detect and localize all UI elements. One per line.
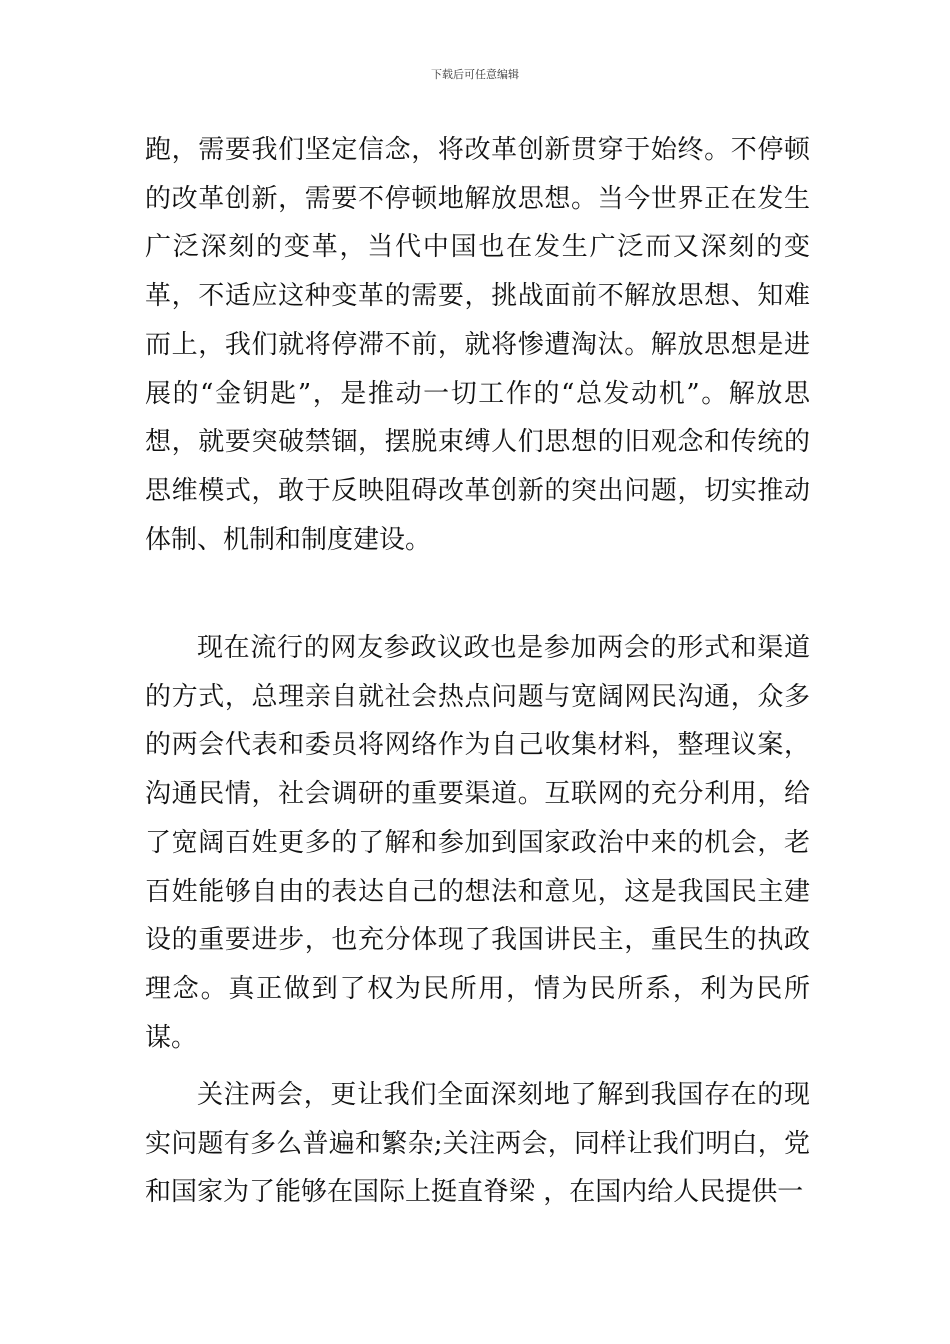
paragraph-reform-innovation: 跑，需要我们坚定信念，将改革创新贯穿于始终。不停顿的改革创新，需要不停顿地解放思想。当今世界正在发生广泛深刻的变革，当代中国也在发生广泛而又深刻的变革，不适应这种变革的需要，挑战面前不解放思想、知难而上，我们就将停滞不前，就将惨遭淘汰。解放思想是进展的“金钥匙”，是推动一切工作的“总发动机”。解放思想，就要突破禁锢，摆脱束缚人们思想的旧观念和传统的思维模式，敢于反映阻碍改革创新的突出问题，切实推动体制、机制和制度建设。 bbox=[145, 135, 810, 555]
paragraph-focus-two-sessions: 关注两会，更让我们全面深刻地了解到我国存在的现实问题有多么普遍和繁杂;关注两会，同样让我们明白，党和国家为了能够在国际上挺直脊梁 ，在国内给人民提供一 bbox=[145, 1080, 810, 1208]
paragraph-online-participation: 现在流行的网友参政议政也是参加两会的形式和渠道的方式，总理亲自就社会热点问题与宽阔网民沟通，众多的两会代表和委员将网络作为自己收集材料，整理议案，沟通民情，社会调研的重要渠道。互联网的充分利用，给了宽阔百姓更多的了解和参加到国家政治中来的机会，老百姓能够自由的表达自己的想法和意见，这是我国民主建设的重要进步，也充分体现了我国讲民主，重民生的执政理念。真正做到了权为民所用，情为民所系，利为民所谋。 bbox=[145, 633, 810, 1053]
page-header: 下载后可任意编辑 bbox=[431, 68, 519, 81]
